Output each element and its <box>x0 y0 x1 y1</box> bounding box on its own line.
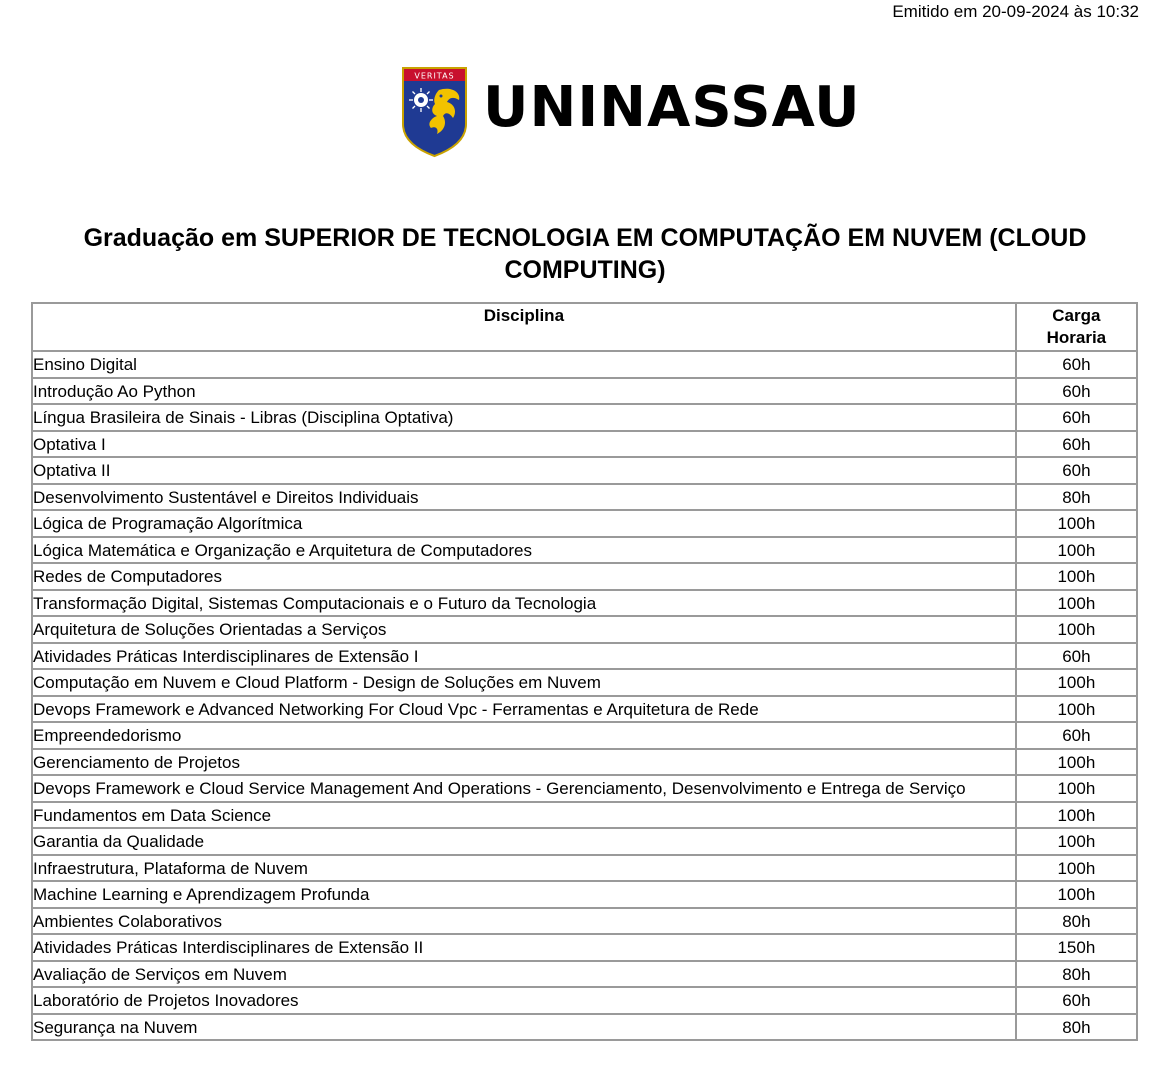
hours-cell: 100h <box>1017 803 1138 830</box>
discipline-cell: Arquitetura de Soluções Orientadas a Serviços <box>33 617 1017 644</box>
table-row <box>33 538 1138 565</box>
hours-cell: 100h <box>1017 829 1138 856</box>
discipline-cell: Garantia da Qualidade <box>33 829 1017 856</box>
hours-cell: 80h <box>1017 909 1138 936</box>
hours-cell: 100h <box>1017 538 1138 565</box>
hours-cell: 60h <box>1017 352 1138 379</box>
discipline-cell: Lógica de Programação Algorítmica <box>33 511 1017 538</box>
discipline-cell: Gerenciamento de Projetos <box>33 750 1017 777</box>
discipline-cell: Redes de Computadores <box>33 564 1017 591</box>
discipline-cell: Introdução Ao Python <box>33 379 1017 406</box>
discipline-cell: Desenvolvimento Sustentável e Direitos Individuais <box>33 485 1017 512</box>
table-row <box>33 803 1138 830</box>
shield-text: VERITAS <box>414 71 455 81</box>
table-row <box>33 935 1138 962</box>
hours-cell: 60h <box>1017 723 1138 750</box>
discipline-cell: Computação em Nuvem e Cloud Platform - Design de Soluções em Nuvem <box>33 670 1017 697</box>
table-row <box>33 988 1138 1015</box>
discipline-cell: Ambientes Colaborativos <box>33 909 1017 936</box>
hours-cell: 60h <box>1017 458 1138 485</box>
discipline-cell: Atividades Práticas Interdisciplinares de Extensão II <box>33 935 1017 962</box>
discipline-cell: Língua Brasileira de Sinais - Libras (Disciplina Optativa) <box>33 405 1017 432</box>
discipline-cell: Machine Learning e Aprendizagem Profunda <box>33 882 1017 909</box>
table-row <box>33 856 1138 883</box>
hours-cell: 100h <box>1017 591 1138 618</box>
table-row <box>33 485 1138 512</box>
table-row <box>33 432 1138 459</box>
discipline-cell: Lógica Matemática e Organização e Arquitetura de Computadores <box>33 538 1017 565</box>
hours-cell: 100h <box>1017 511 1138 538</box>
hours-cell: 100h <box>1017 856 1138 883</box>
hours-cell: 100h <box>1017 882 1138 909</box>
discipline-cell: Optativa I <box>33 432 1017 459</box>
discipline-cell: Transformação Digital, Sistemas Computacionais e o Futuro da Tecnologia <box>33 591 1017 618</box>
discipline-header: Disciplina <box>33 304 1017 352</box>
table-row <box>33 1015 1138 1042</box>
uninassau-logo <box>401 66 861 158</box>
table-row <box>33 882 1138 909</box>
hours-cell: 100h <box>1017 776 1138 803</box>
table-row <box>33 591 1138 618</box>
hours-header <box>1017 304 1138 352</box>
table-row <box>33 962 1138 989</box>
table-row <box>33 379 1138 406</box>
emission-timestamp: Emitido em 20-09-2024 às 10:32 <box>892 2 1139 21</box>
hours-cell: 60h <box>1017 432 1138 459</box>
table-row <box>33 644 1138 671</box>
table-row <box>33 511 1138 538</box>
hours-cell: 60h <box>1017 988 1138 1015</box>
discipline-cell: Segurança na Nuvem <box>33 1015 1017 1042</box>
discipline-cell: Devops Framework e Advanced Networking For Cloud Vpc - Ferramentas e Arquitetura de Rede <box>33 697 1017 724</box>
table-row <box>33 458 1138 485</box>
table-row <box>33 564 1138 591</box>
hours-cell: 100h <box>1017 750 1138 777</box>
curriculum-table <box>31 302 1138 1041</box>
table-row <box>33 670 1138 697</box>
hours-header-line1: Carga <box>1052 306 1101 325</box>
table-row <box>33 909 1138 936</box>
discipline-cell: Laboratório de Projetos Inovadores <box>33 988 1017 1015</box>
hours-cell: 100h <box>1017 564 1138 591</box>
discipline-cell: Ensino Digital <box>33 352 1017 379</box>
discipline-cell: Infraestrutura, Plataforma de Nuvem <box>33 856 1017 883</box>
discipline-cell: Devops Framework e Cloud Service Management And Operations - Gerenciamento, Desenvolvimento e Entrega de Serviço <box>33 776 1017 803</box>
table-row <box>33 776 1138 803</box>
discipline-cell: Optativa II <box>33 458 1017 485</box>
hours-cell: 100h <box>1017 697 1138 724</box>
table-row <box>33 829 1138 856</box>
hours-cell: 80h <box>1017 1015 1138 1042</box>
hours-cell: 150h <box>1017 935 1138 962</box>
logo-wordmark: UNINASSAU <box>483 75 861 140</box>
table-header-row <box>33 304 1138 352</box>
table-row <box>33 617 1138 644</box>
table-body <box>33 352 1138 1041</box>
discipline-cell: Fundamentos em Data Science <box>33 803 1017 830</box>
hours-cell: 100h <box>1017 617 1138 644</box>
hours-cell: 60h <box>1017 405 1138 432</box>
course-title: Graduação em SUPERIOR DE TECNOLOGIA EM COMPUTAÇÃO EM NUVEM (CLOUD COMPUTING) <box>83 224 1087 284</box>
shield-icon <box>401 66 468 158</box>
hours-cell: 60h <box>1017 644 1138 671</box>
table-row <box>33 697 1138 724</box>
hours-cell: 80h <box>1017 962 1138 989</box>
hours-cell: 80h <box>1017 485 1138 512</box>
table-row <box>33 723 1138 750</box>
table-row <box>33 352 1138 379</box>
table-row <box>33 750 1138 777</box>
discipline-cell: Avaliação de Serviços em Nuvem <box>33 962 1017 989</box>
table-row <box>33 405 1138 432</box>
discipline-cell: Empreendedorismo <box>33 723 1017 750</box>
hours-cell: 100h <box>1017 670 1138 697</box>
hours-header-line2: Horaria <box>1046 328 1107 347</box>
hours-cell: 60h <box>1017 379 1138 406</box>
discipline-cell: Atividades Práticas Interdisciplinares de Extensão I <box>33 644 1017 671</box>
